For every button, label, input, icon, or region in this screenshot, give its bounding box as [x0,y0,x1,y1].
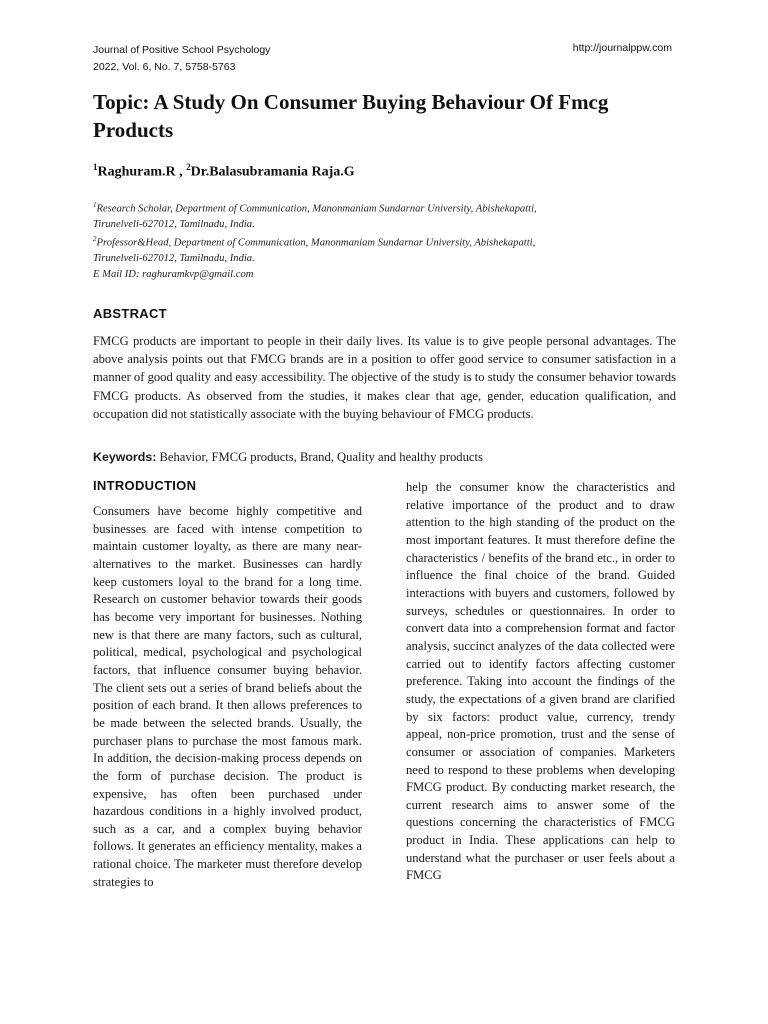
keywords-label: Keywords: [93,450,157,464]
author2-sup: 2 [186,162,191,172]
paper-title: Topic: A Study On Consumer Buying Behaviour Of Fmcg Products [93,90,609,142]
aff2-text: Professor&Head, Department of Communication, Manonmaniam Sundarnar University, Abishekapatti, [96,237,536,249]
abstract-text: FMCG products are important to people in their daily lives. Its value is to give people personal advantages. The above analysis points out that FMCG brands are in a position to offer good service to consumer satisfaction in a manner of good quality and easy accessibility. The objective of the study is to study the consumer behavior towards FMCG products. As observed from the studies, it makes clear that age, gender, education qualification, and occupation did not statistically associate with the buying behaviour of FMCG products. [93,334,676,421]
journal-url[interactable]: http://journalppw.com [572,42,672,54]
aff1-sup: 1 [93,201,97,209]
introduction-heading: INTRODUCTION [93,478,197,493]
keywords-text: Behavior, FMCG products, Brand, Quality and healthy products [156,450,483,464]
author1-sup: 1 [93,162,98,172]
keywords-line [93,450,483,465]
affiliation-2-line-2: Tirunelveli-627012, Tamilnadu, India. [93,253,255,265]
author1-name: Raghuram.R , [97,164,187,180]
affiliation-2-line-1 [93,232,683,251]
journal-issue: 2022, Vol. 6, No. 7, 5758-5763 [93,61,236,73]
author-line [93,162,355,181]
affiliations [93,198,683,282]
affiliation-1-line-1 [93,198,683,217]
introduction-left-column: Consumers have become highly competitive and businesses are faced with intense competition to maintain customer loyalty, as there are many near-alternatives to the market. Businesses can hardly keep customers loyal to the brand for a long time. Research on customer behavior towards their goods has become very important for businesses. Nothing new is that there are many factors, such as cultural, political, medical, psychological and psychological factors, that influence consumer buying behavior. The client sets out a series of brand beliefs about the position of each brand. It then allows preferences to be made between the selected brands. Usually, the purchaser plans to purchase the most famous mark. In addition, the decision-making process depends on the form of purchase decision. The product is expensive, has often been purchased under hazardous conditions in a highly involved product, such as a car, and a complex buying behavior follows. It generates an efficiency mentality, makes a rational choice. The marketer must therefore develop strategies to [93,504,362,889]
aff2-sup: 2 [93,235,97,244]
author2-name: Dr.Balasubramania Raja.G [190,164,355,180]
journal-name: Journal of Positive School Psychology [93,44,271,56]
abstract-heading: ABSTRACT [93,306,167,321]
affiliation-1-line-2: Tirunelveli-627012, Tamilnadu, India. [93,218,255,230]
email-line[interactable]: E Mail ID: raghuramkvp@gmail.com [93,268,254,280]
introduction-right-column: help the consumer know the characteristics and relative importance of the product and to draw attention to the high standing of the product on the most important features. It must therefore define the characteristics / benefits of the brand etc., in order to influence the final choice of the brand. Guided interactions with buyers and customers, followed by surveys, schedules or questionnaires. In order to convert data into a comprehension format and factor analysis, succinct analyzes of the data collected were carried out to identify factors affecting customer preference. Taking into account the findings of the study, the expectations of a given brand are clarified by six factors: product value, currency, trendy appeal, non-price promotion, trust and the sense of consumer or association of companies. Marketers need to respond to these problems when developing FMCG product. By conducting market research, the current research aims to answer some of the questions concerning the characteristics of FMCG product in India. These applications can help to understand what the purchaser or user feels about a FMCG [406,480,675,883]
running-header-left [93,42,270,76]
aff1-text: Research Scholar, Department of Communication, Manonmaniam Sundarnar University, Abishekapatti, [96,203,537,215]
